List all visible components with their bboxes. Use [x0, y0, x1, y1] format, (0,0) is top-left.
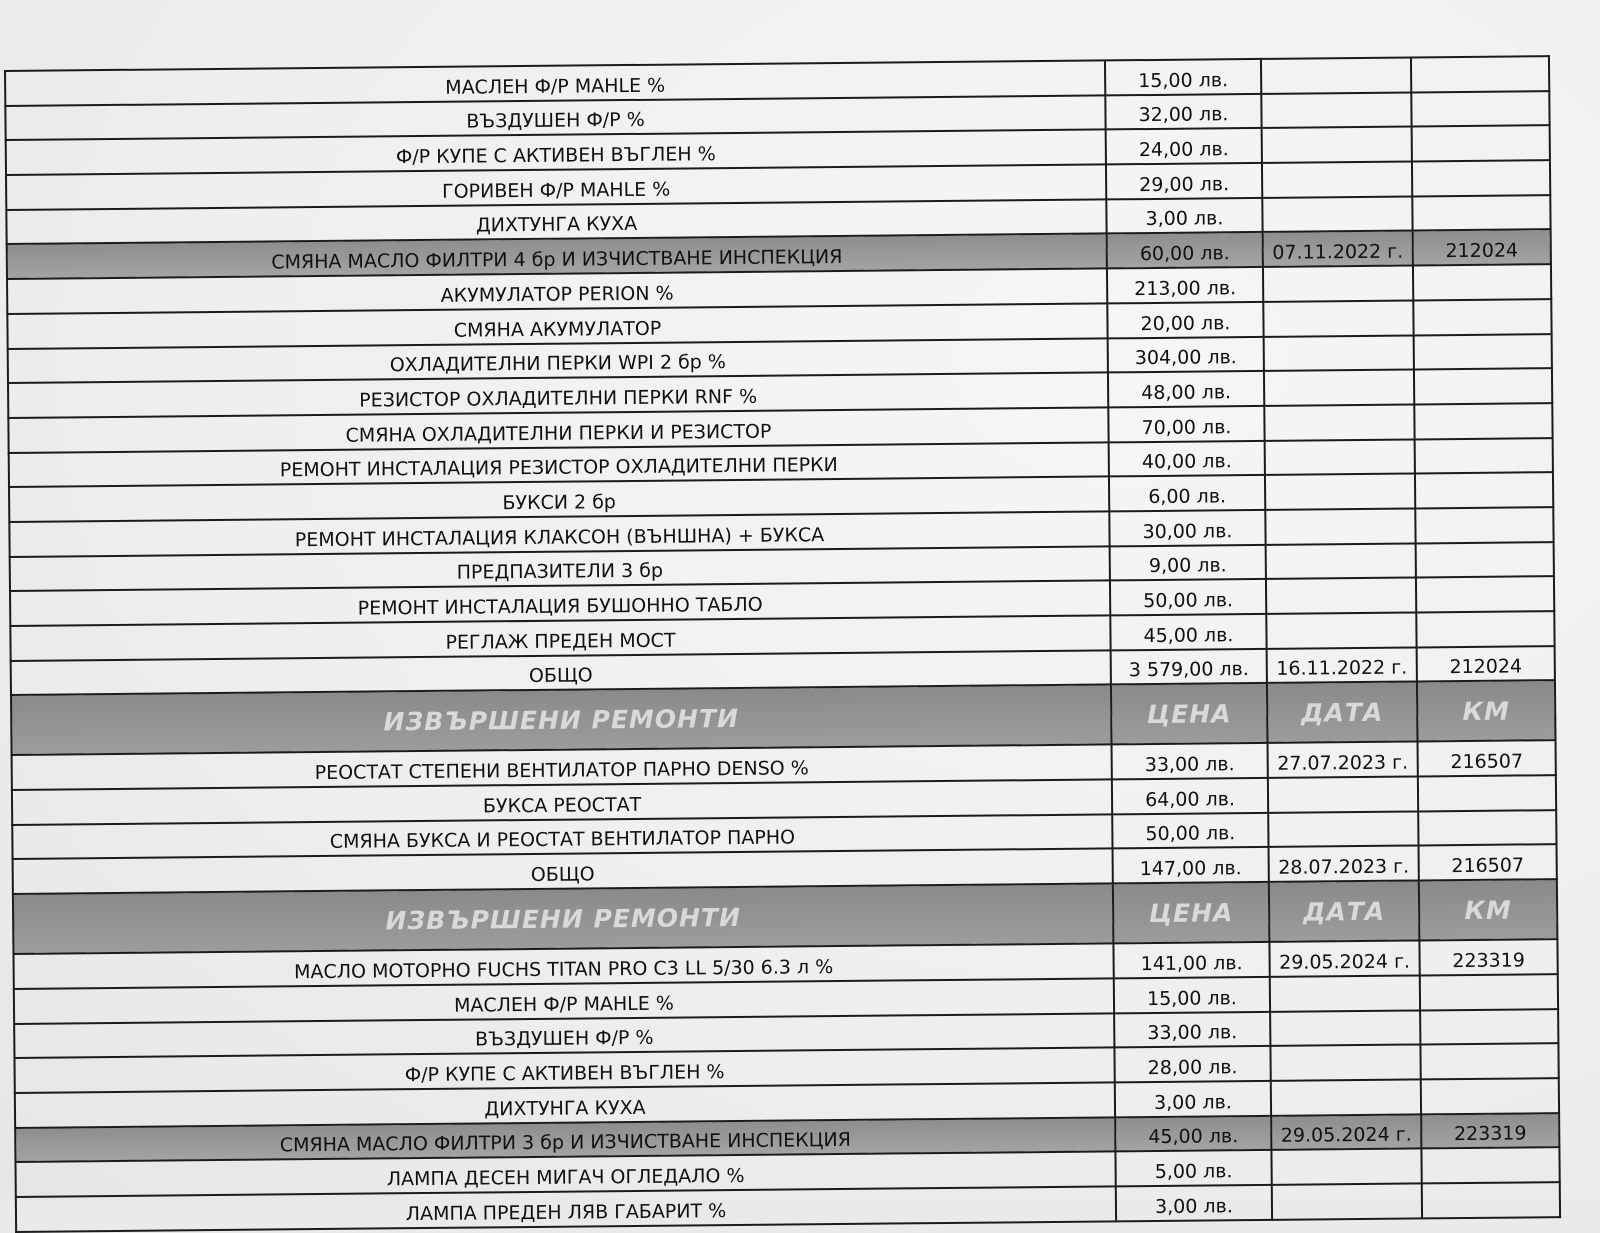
header-price: ЦЕНА	[1113, 882, 1270, 943]
row-price: 304,00 лв.	[1108, 336, 1264, 372]
row-description: ЛАМПА ПРЕДЕН ЛЯВ ГАБАРИТ %	[16, 1186, 1116, 1231]
row-date	[1270, 975, 1420, 1011]
row-price: 6,00 лв.	[1109, 475, 1265, 511]
row-date	[1264, 335, 1414, 371]
row-km: 212024	[1413, 230, 1551, 266]
repair-ledger	[4, 55, 1559, 1232]
row-price: 30,00 лв.	[1109, 510, 1265, 546]
row-date	[1265, 508, 1415, 544]
row-km: 223319	[1419, 939, 1557, 975]
row-price: 64,00 лв.	[1112, 778, 1268, 814]
row-km	[1420, 1043, 1558, 1079]
section-header-title-text: ИЗВЪРШЕНИ РЕМОНТИ	[383, 703, 740, 737]
row-description: РЕГЛАЖ ПРЕДЕН МОСТ	[10, 615, 1110, 660]
row-date	[1270, 1045, 1420, 1081]
row-km	[1416, 576, 1554, 612]
row-date	[1263, 300, 1413, 336]
row-price: 33,00 лв.	[1114, 1011, 1270, 1047]
row-description: МАСЛЕН Ф/Р MAHLE %	[5, 60, 1105, 105]
row-km	[1416, 542, 1554, 578]
header-date: ДАТА	[1269, 881, 1420, 942]
row-km	[1412, 195, 1550, 231]
row-date	[1272, 1183, 1422, 1219]
row-price: 48,00 лв.	[1108, 371, 1264, 407]
repair-table	[4, 55, 1561, 1232]
row-price: 45,00 лв.	[1115, 1115, 1271, 1151]
row-description: АКУМУЛАТОР PERION %	[7, 269, 1107, 314]
row-km	[1415, 438, 1553, 474]
row-date	[1264, 370, 1414, 406]
row-price: 50,00 лв.	[1112, 813, 1268, 849]
row-date: 29.05.2024 г.	[1269, 941, 1419, 977]
row-km	[1411, 91, 1549, 127]
row-date	[1268, 777, 1418, 813]
row-description: РЕЗИСТОР ОХЛАДИТЕЛНИ ПЕРКИ RNF %	[8, 373, 1108, 418]
row-description: Ф/Р КУПЕ С АКТИВЕН ВЪГЛЕН %	[6, 130, 1106, 175]
row-price: 147,00 лв.	[1113, 847, 1269, 883]
repair-table-body	[5, 56, 1560, 1231]
row-price: 40,00 лв.	[1109, 440, 1265, 476]
row-price: 29,00 лв.	[1106, 163, 1262, 199]
row-km: 212024	[1417, 646, 1555, 682]
row-km	[1412, 126, 1550, 162]
row-date: 29.05.2024 г.	[1271, 1114, 1421, 1150]
row-date: 27.07.2023 г.	[1268, 742, 1418, 778]
row-date	[1262, 196, 1412, 232]
row-date	[1266, 543, 1416, 579]
row-date	[1264, 404, 1414, 440]
row-description: ОБЩО	[11, 650, 1111, 695]
header-km: КМ	[1419, 879, 1558, 940]
row-description: ДИХТУНГА КУХА	[15, 1082, 1115, 1127]
row-description: ЛАМПА ДЕСЕН МИГАЧ ОГЛЕДАЛО %	[15, 1152, 1115, 1197]
row-description: СМЯНА АКУМУЛАТОР	[7, 303, 1107, 348]
row-km	[1415, 507, 1553, 543]
row-description: ДИХТУНГА КУХА	[6, 199, 1106, 244]
row-date: 28.07.2023 г.	[1269, 846, 1419, 882]
row-km	[1411, 56, 1549, 92]
row-price: 141,00 лв.	[1113, 942, 1269, 978]
row-date	[1261, 92, 1411, 128]
row-date	[1266, 578, 1416, 614]
row-price: 24,00 лв.	[1106, 128, 1262, 164]
row-price: 9,00 лв.	[1110, 545, 1266, 581]
row-date	[1262, 127, 1412, 163]
row-km	[1414, 334, 1552, 370]
row-price: 28,00 лв.	[1114, 1046, 1270, 1082]
row-date	[1271, 1149, 1421, 1185]
row-km	[1421, 1078, 1559, 1114]
row-km: 216507	[1418, 741, 1556, 777]
row-description: ОБЩО	[13, 849, 1113, 894]
row-date	[1263, 266, 1413, 302]
row-date: 07.11.2022 г.	[1263, 231, 1413, 267]
header-km: КМ	[1417, 681, 1556, 742]
row-price: 3,00 лв.	[1115, 1081, 1271, 1117]
row-price: 60,00 лв.	[1107, 232, 1263, 268]
section-header-title-text: ИЗВЪРШЕНИ РЕМОНТИ	[385, 902, 742, 936]
row-date	[1268, 811, 1418, 847]
row-km	[1420, 1009, 1558, 1045]
row-km	[1415, 472, 1553, 508]
row-description: ВЪЗДУШЕН Ф/Р %	[14, 1013, 1114, 1058]
row-description: ОХЛАДИТЕЛНИ ПЕРКИ WPI 2 бр %	[8, 338, 1108, 383]
header-date: ДАТА	[1267, 682, 1418, 743]
row-price: 15,00 лв.	[1114, 977, 1270, 1013]
row-description: ВЪЗДУШЕН Ф/Р %	[5, 95, 1105, 140]
row-description: РЕОСТАТ СТЕПЕНИ ВЕНТИЛАТОР ПАРНО DENSO %	[12, 745, 1112, 790]
row-date	[1262, 162, 1412, 198]
row-price: 20,00 лв.	[1107, 302, 1263, 338]
row-date	[1265, 439, 1415, 475]
row-price: 5,00 лв.	[1115, 1150, 1271, 1186]
row-description: РЕМОНТ ИНСТАЛАЦИЯ РЕЗИСТОР ОХЛАДИТЕЛНИ ПЕРКИ	[9, 442, 1109, 487]
row-price: 70,00 лв.	[1108, 406, 1264, 442]
row-km	[1414, 368, 1552, 404]
row-description: БУКСИ 2 бр	[9, 477, 1109, 522]
row-description: СМЯНА МАСЛО ФИЛТРИ 3 бр И ИЗЧИСТВАНЕ ИНСПЕКЦИЯ	[15, 1117, 1115, 1162]
row-date	[1270, 1010, 1420, 1046]
row-description: РЕМОНТ ИНСТАЛАЦИЯ КЛАКСОН (ВЪНШНА) + БУКСА	[9, 511, 1109, 556]
row-km	[1422, 1182, 1560, 1218]
row-km	[1421, 1147, 1559, 1183]
row-description: ГОРИВЕН Ф/Р MAHLE %	[6, 164, 1106, 209]
row-description: ПРЕДПАЗИТЕЛИ 3 бр	[10, 546, 1110, 591]
row-description: СМЯНА ОХЛАДИТЕЛНИ ПЕРКИ И РЕЗИСТОР	[8, 407, 1108, 452]
row-price: 3,00 лв.	[1116, 1185, 1272, 1221]
row-km: 216507	[1419, 845, 1557, 881]
header-price: ЦЕНА	[1111, 683, 1268, 744]
row-description: МАСЛЕН Ф/Р MAHLE %	[14, 978, 1114, 1023]
row-description: СМЯНА МАСЛО ФИЛТРИ 4 бр И ИЗЧИСТВАНЕ ИНСПЕКЦИЯ	[7, 234, 1107, 279]
section-header-title	[11, 685, 1112, 756]
row-description: РЕМОНТ ИНСТАЛАЦИЯ БУШОННО ТАБЛО	[10, 581, 1110, 626]
row-km	[1413, 299, 1551, 335]
row-km: 223319	[1421, 1113, 1559, 1149]
row-date: 16.11.2022 г.	[1267, 647, 1417, 683]
row-price: 213,00 лв.	[1107, 267, 1263, 303]
row-price: 33,00 лв.	[1112, 743, 1268, 779]
row-price: 3 579,00 лв.	[1111, 649, 1267, 685]
row-price: 3,00 лв.	[1106, 198, 1262, 234]
row-km	[1414, 403, 1552, 439]
row-price: 50,00 лв.	[1110, 579, 1266, 615]
row-price: 15,00 лв.	[1105, 59, 1261, 95]
row-description: МАСЛО МОТОРНО FUCHS TITAN PRO C3 LL 5/30 6.3 л %	[13, 944, 1113, 989]
row-km	[1416, 611, 1554, 647]
row-price: 32,00 лв.	[1105, 94, 1261, 130]
row-date	[1271, 1079, 1421, 1115]
row-description: Ф/Р КУПЕ С АКТИВЕН ВЪГЛЕН %	[14, 1048, 1114, 1093]
row-date	[1266, 612, 1416, 648]
row-km	[1412, 160, 1550, 196]
row-date	[1261, 57, 1411, 93]
row-description: СМЯНА БУКСА И РЕОСТАТ ВЕНТИЛАТОР ПАРНО	[12, 814, 1112, 859]
section-header-title	[13, 884, 1114, 955]
row-km	[1418, 775, 1556, 811]
row-km	[1420, 974, 1558, 1010]
row-km	[1413, 264, 1551, 300]
row-price: 45,00 лв.	[1110, 614, 1266, 650]
row-date	[1265, 474, 1415, 510]
row-km	[1418, 810, 1556, 846]
row-description: БУКСА РЕОСТАТ	[12, 779, 1112, 824]
